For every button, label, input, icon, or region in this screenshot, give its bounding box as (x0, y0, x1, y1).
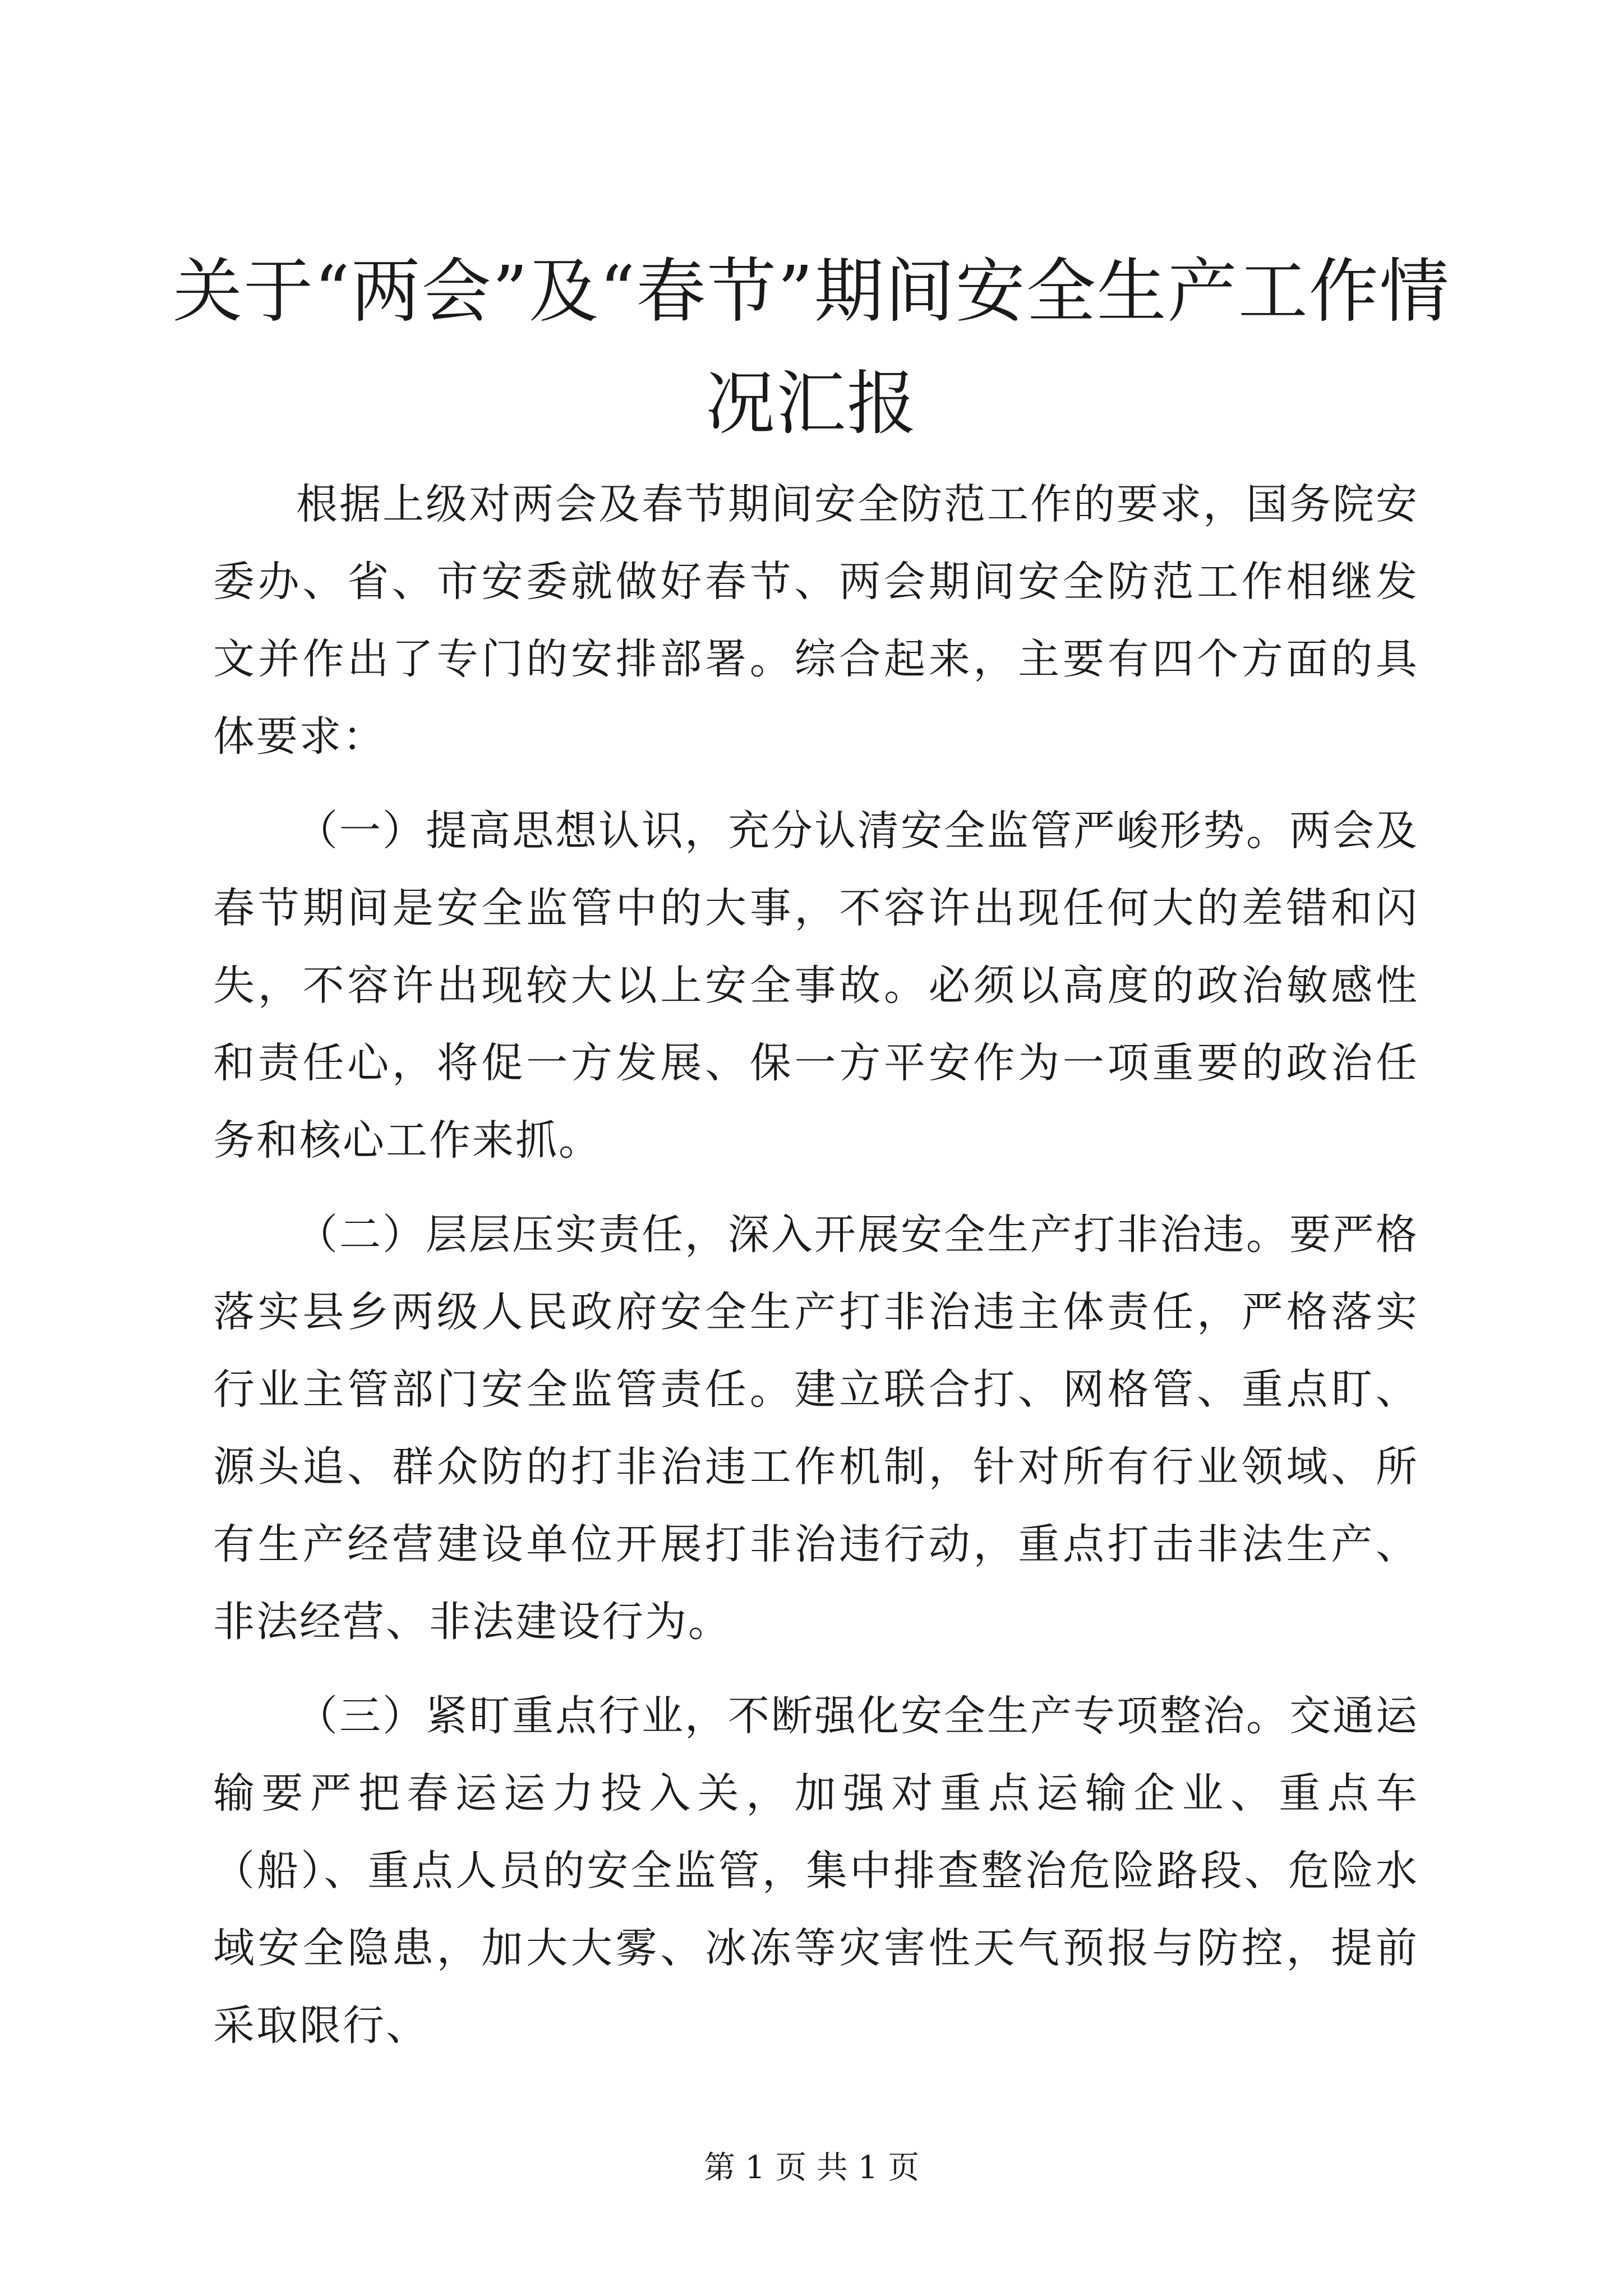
document-body (213, 466, 1419, 2064)
paragraph-section-1: （一）提高思想认识，充分认清安全监管严峻形势。两会及春节期间是安全监管中的大事，不容许出现任何大的差错和闪失，不容许出现较大以上安全事故。必须以高度的政治敏感性和责任心，将促一方发展、保一方平安作为一项重要的政治任务和核心工作来抓。 (213, 807, 1419, 1165)
paragraph-section-2: （二）层层压实责任，深入开展安全生产打非治违。要严格落实县乡两级人民政府安全生产打非治违主体责任，严格落实行业主管部门安全监管责任。建立联合打、网格管、重点盯、源头追、群众防的打非治违工作机制，针对所有行业领域、所有生产经营建设单位开展打非治违行动，重点打击非法生产、非法经营、非法建设行为。 (213, 1211, 1419, 1646)
paragraph-intro: 根据上级对两会及春节期间安全防范工作的要求，国务院安委办、省、市安委就做好春节、两会期间安全防范工作相继发文并作出了专门的安排部署。综合起来，主要有四个方面的具体要求： (213, 480, 1419, 761)
document-title: 关于“两会”及“春节”期间安全生产工作情况汇报 (173, 251, 1450, 444)
page-footer: 第 1 页 共 1 页 (703, 2150, 920, 2186)
paragraph-section-3: （三）紧盯重点行业，不断强化安全生产专项整治。交通运输要严把春运运力投入关，加强对重点运输企业、重点车（船）、重点人员的安全监管，集中排查整治危险路段、危险水域安全隐患，加大大雾、冰冻等灾害性天气预报与防控，提前采取限行、 (213, 1692, 1419, 2050)
